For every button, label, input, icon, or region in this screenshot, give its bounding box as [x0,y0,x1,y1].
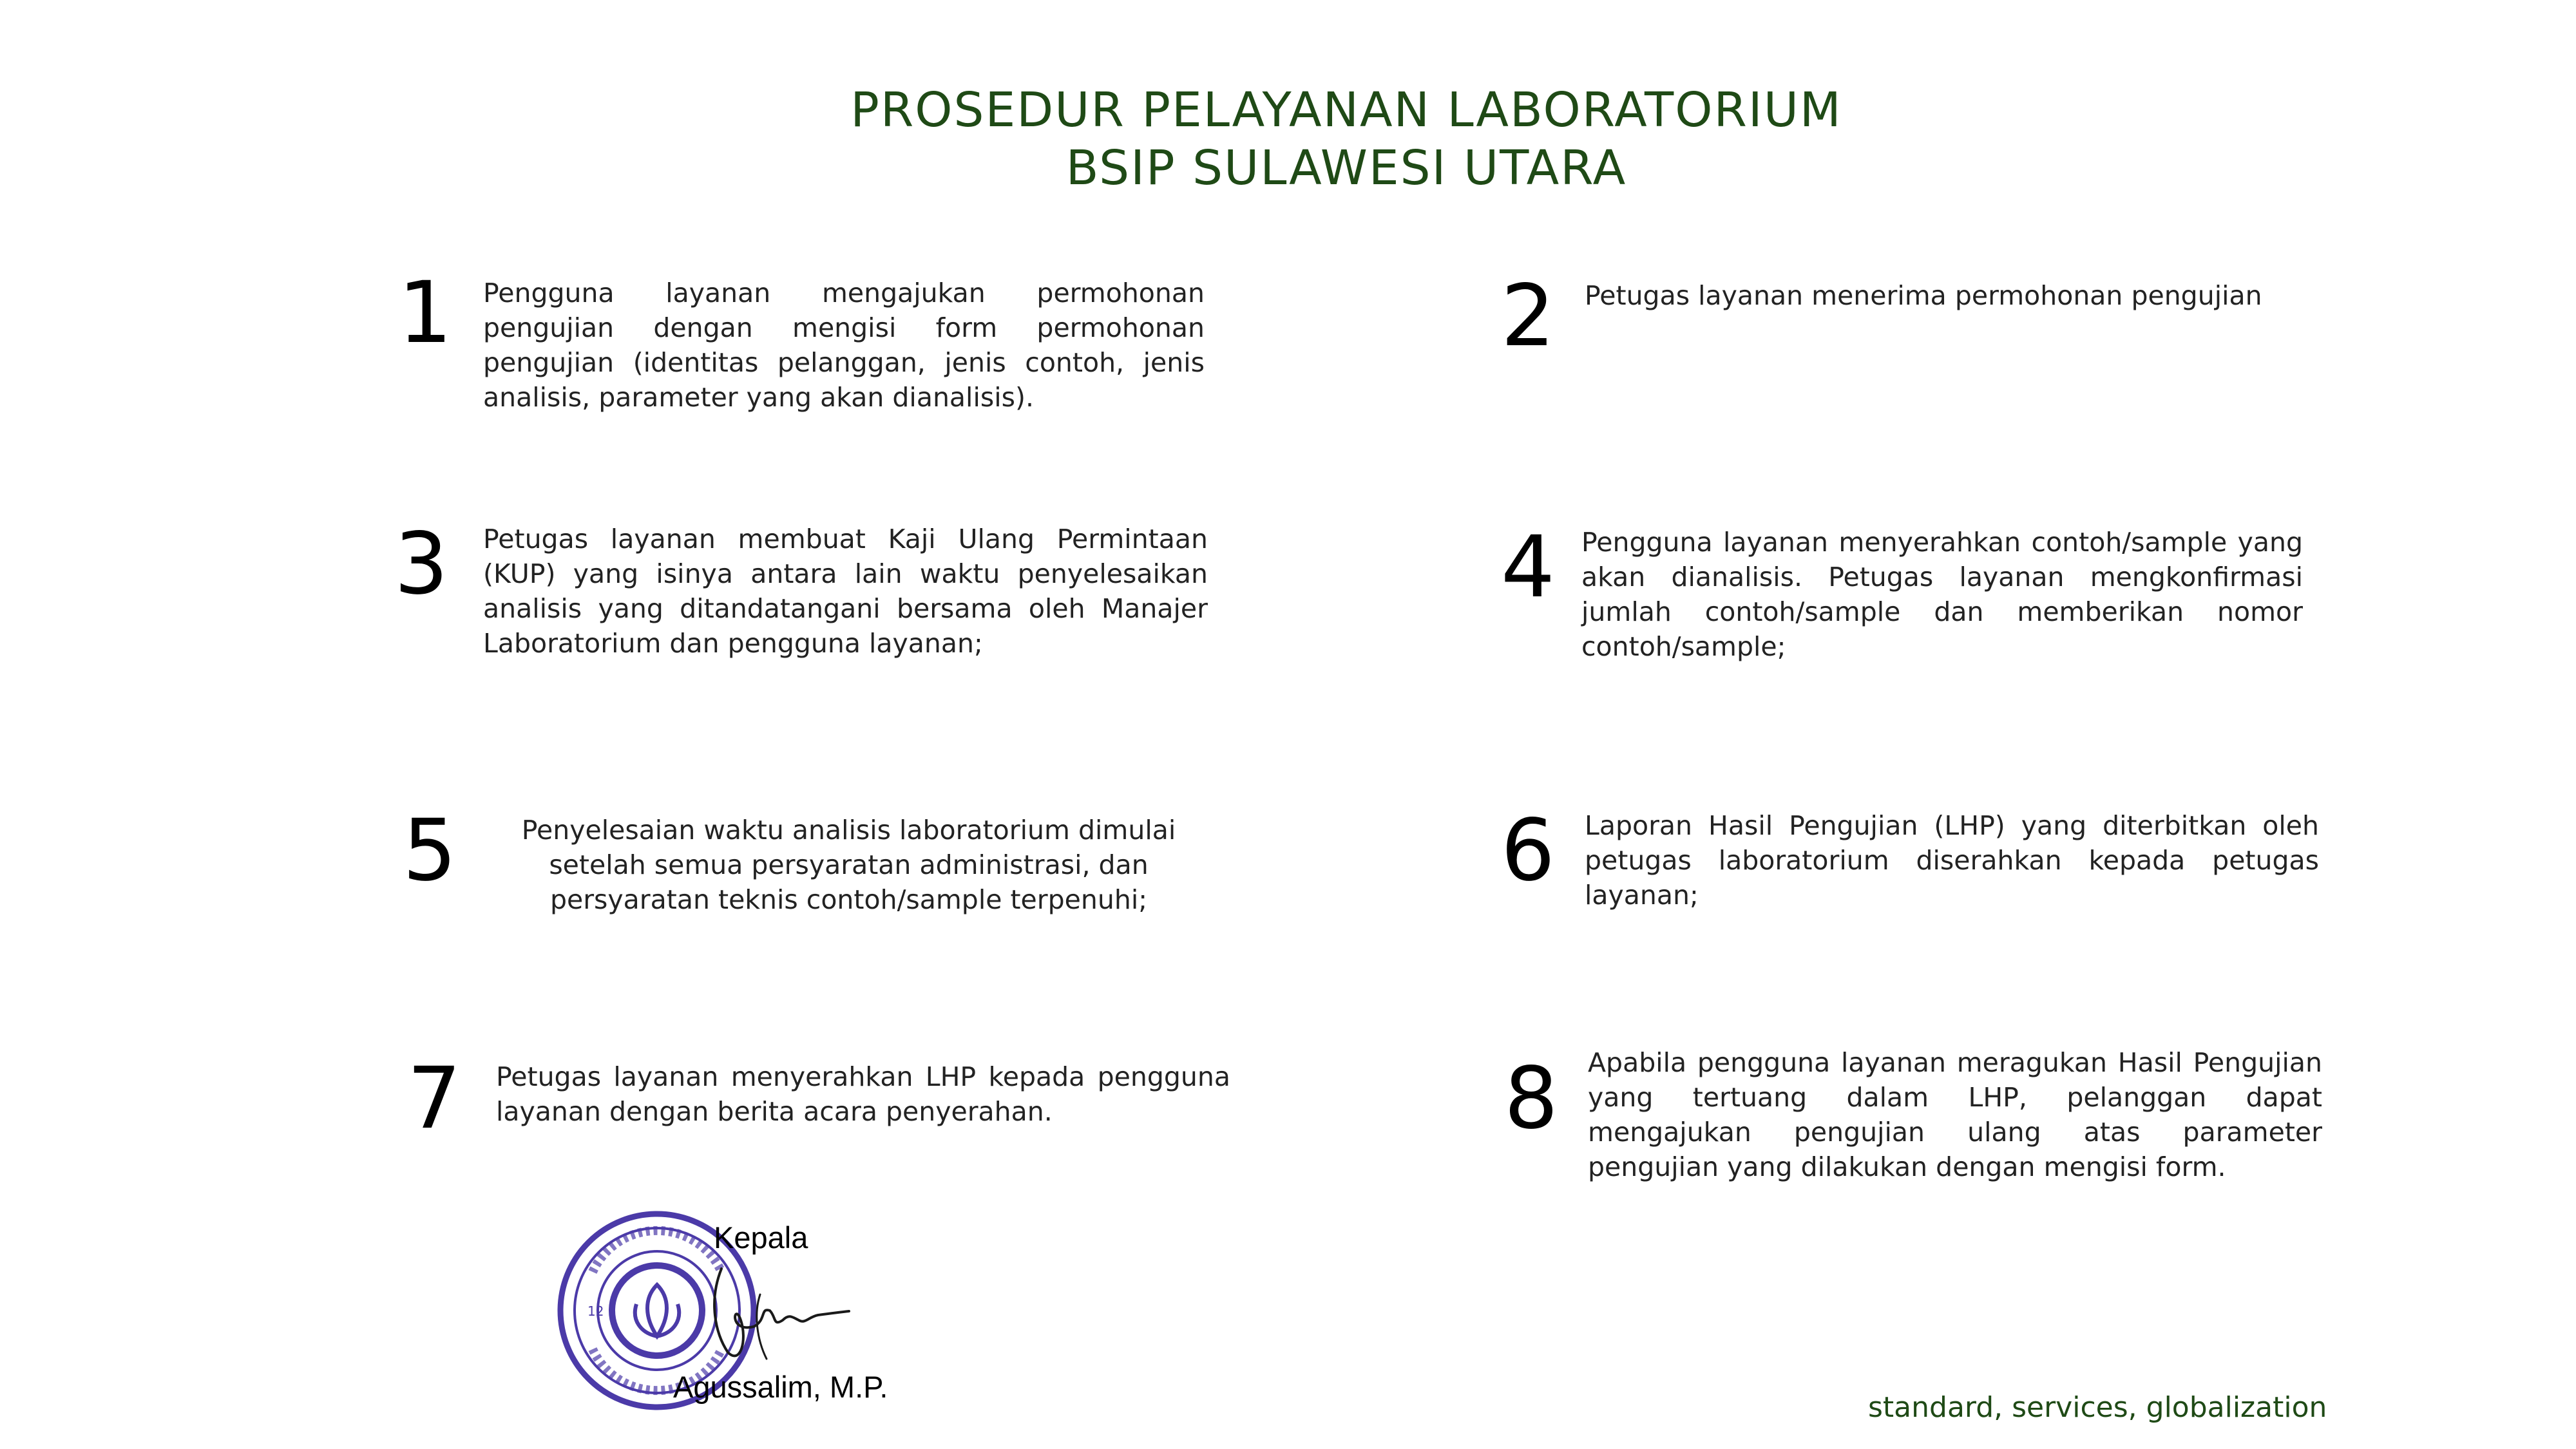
step-number-2: 2 [1501,267,1555,366]
footer-tagline: standard, services, globalization [1868,1391,2327,1424]
step-text-7: Petugas layanan menyerahkan LHP kepada pengguna layanan dengan berita acara penyerahan. [496,1061,1230,1127]
step-number-8: 8 [1504,1049,1558,1148]
signature-name: Agussalim, M.P. [673,1370,888,1404]
step-number-3: 3 [394,515,448,614]
page-title-line1: PROSEDUR PELAYANAN LABORATORIUM [850,82,1842,138]
step-text-4: Pengguna layanan menyerahkan contoh/sample yang akan dianalisis. Petugas layanan mengkonfirmasi jumlah contoh/sample dan memberikan nomor contoh/sample; [1581,527,2303,662]
step-text-5: Penyelesaian waktu analisis laboratorium dimulai setelah semua persyaratan administrasi, dan persyaratan teknis contoh/sample terpenuhi; [521,815,1176,915]
step-text-1: Pengguna layanan mengajukan permohonan pengujian dengan mengisi form permohonan pengujian (identitas pelanggan, jenis contoh, jenis analisis, parameter yang akan dianalisis). [483,278,1205,413]
step-number-5: 5 [403,801,457,900]
step-text-2: Petugas layanan menerima permohonan pengujian [1585,280,2262,311]
stamp-number: 12 [587,1303,604,1319]
page-title-line2: BSIP SULAWESI UTARA [1065,140,1627,196]
step-text-3: Petugas layanan membuat Kaji Ulang Permintaan (KUP) yang isinya antara lain waktu penyelesaikan analisis yang ditandatangani bersama oleh Manajer Laboratorium dan pengguna layanan; [483,524,1208,659]
step-number-4: 4 [1501,518,1555,617]
handwritten-signature-icon [696,1256,857,1378]
signature-role: Kepala [714,1220,808,1255]
step-number-6: 6 [1501,801,1555,900]
step-number-1: 1 [398,263,452,363]
step-text-8: Apabila pengguna layanan meragukan Hasil Pengujian yang tertuang dalam LHP, pelanggan dapat mengajukan pengujian ulang atas parameter pengujian yang dilakukan dengan mengisi form. [1588,1047,2322,1182]
step-number-7: 7 [407,1049,461,1148]
step-text-6: Laporan Hasil Pengujian (LHP) yang diterbitkan oleh petugas laboratorium diserahkan kepada petugas layanan; [1585,810,2319,911]
